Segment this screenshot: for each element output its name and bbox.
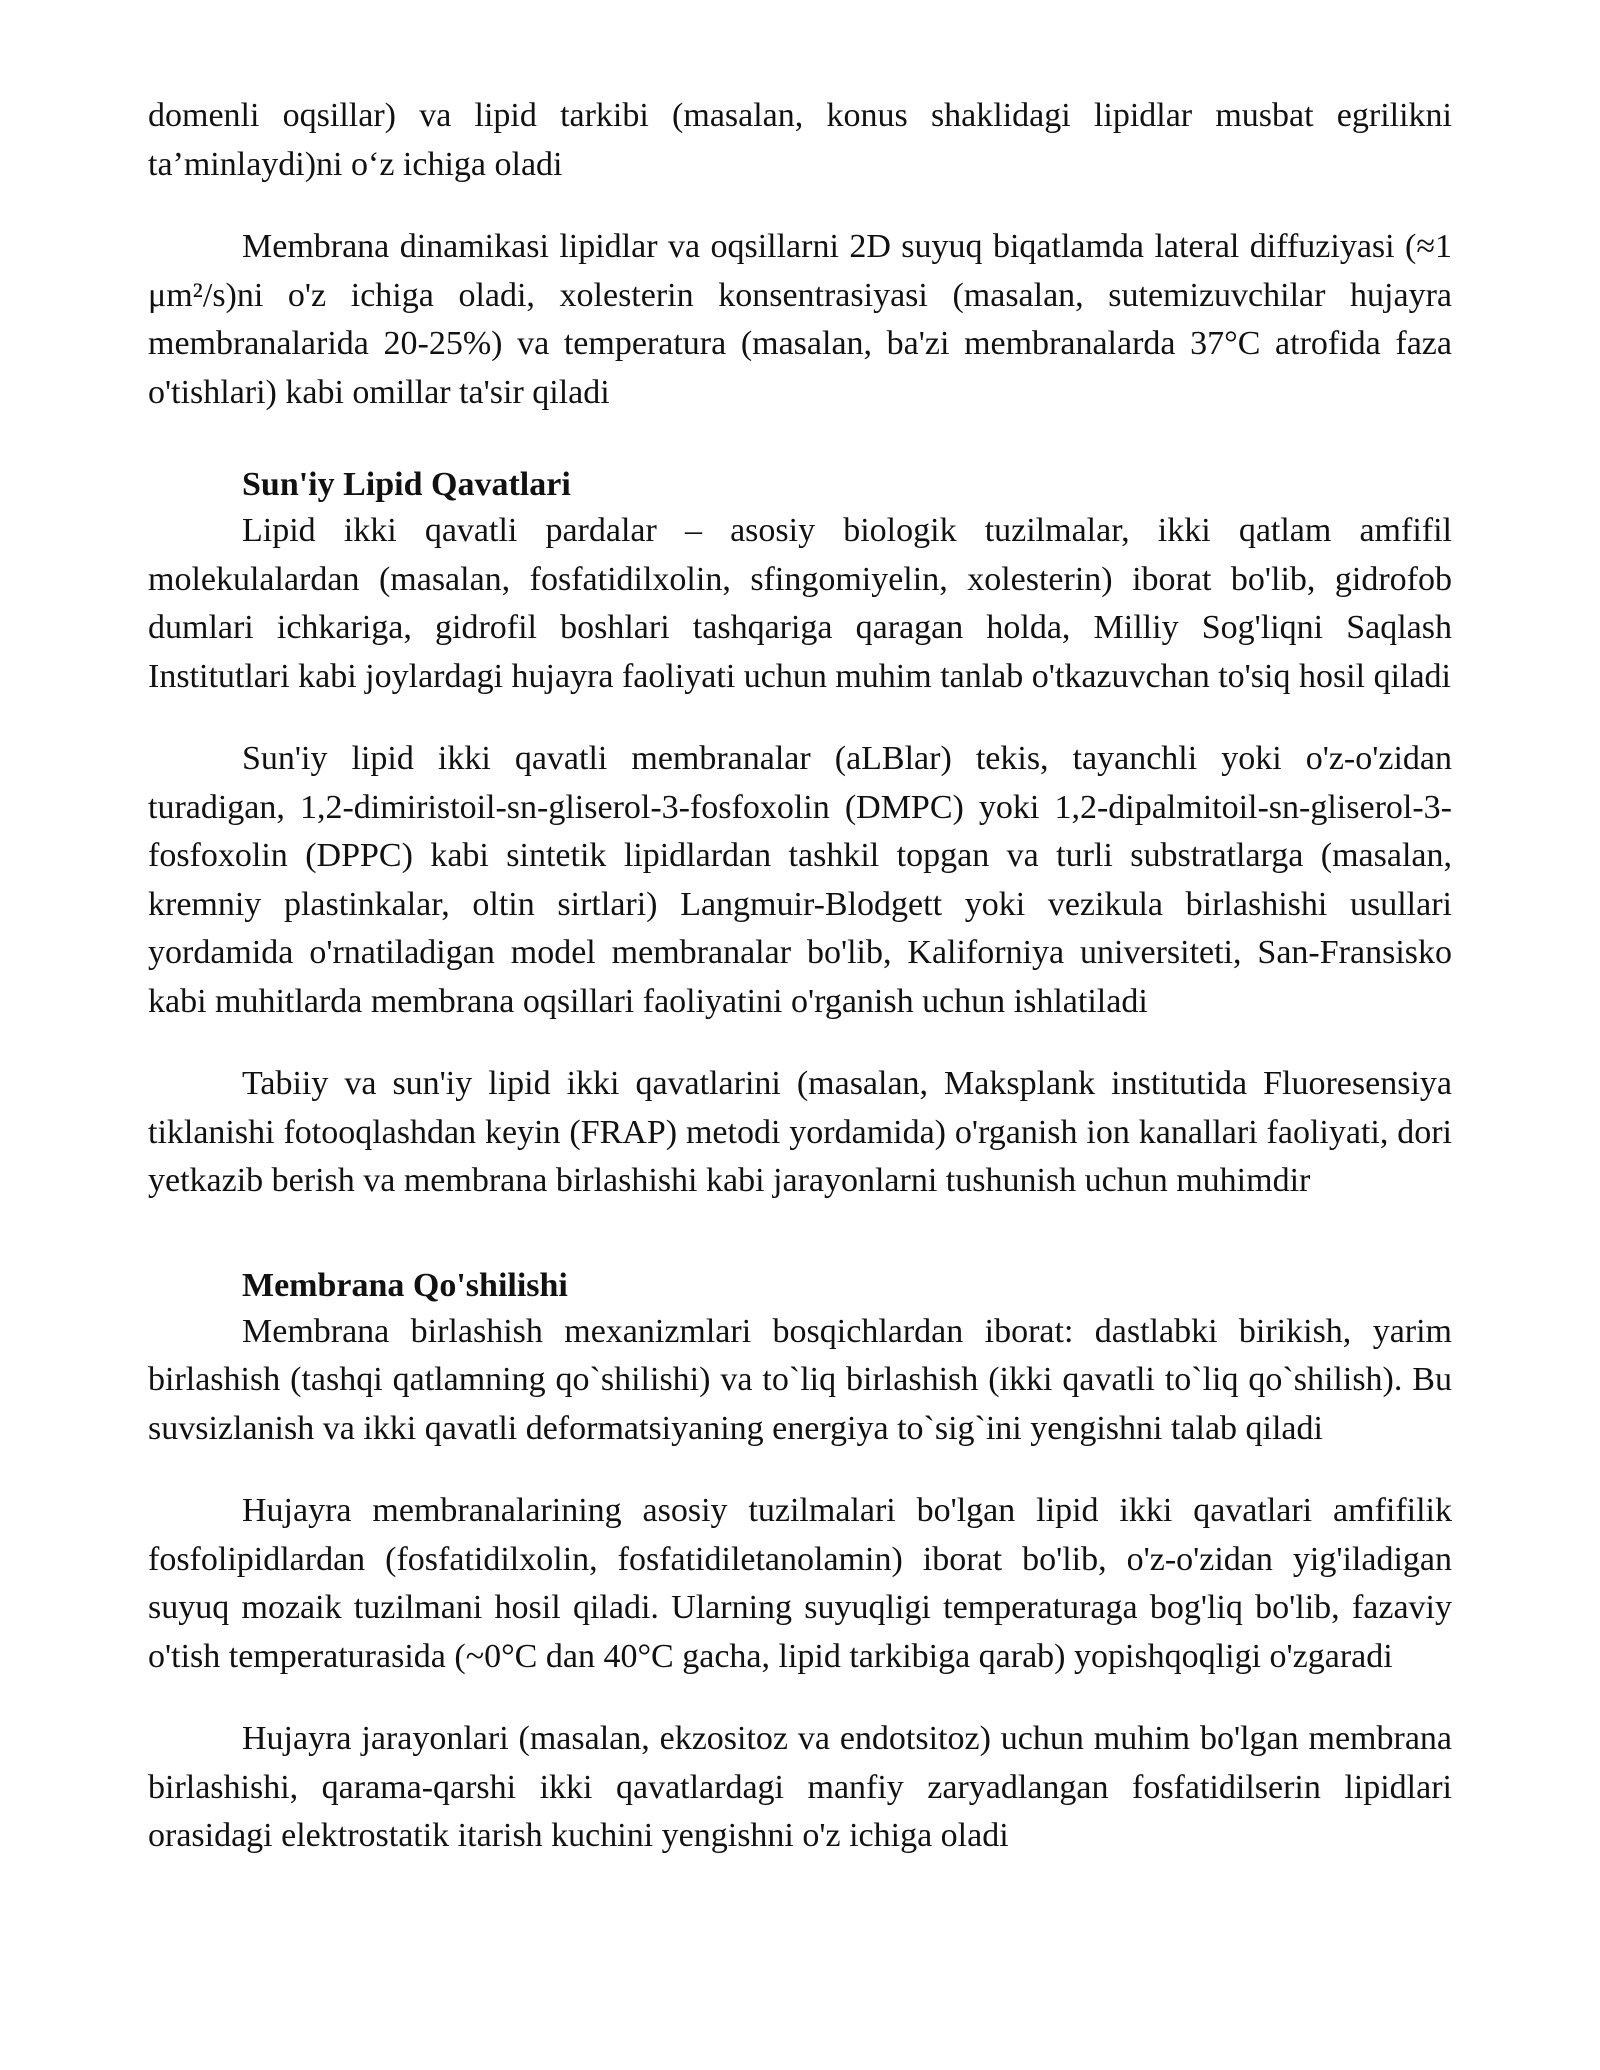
paragraph: Hujayra membranalarining asosiy tuzilmalari bo'lgan lipid ikki qavatlari amfifilik fosfolipidlardan (fosfatidilxolin, fosfatidiletanolamin) iborat bo'lib, o'z-o'zidan yig'iladigan suyuq mozaik tuzilmani hosil qiladi. Ularning suyuqligi temperaturaga bog'liq bo'lib, fazaviy o'tish temperaturasida (~0°C dan 40°C gacha, lipid tarkibiga qarab) yopishqoqligi o'zgaradi: [148, 1492, 1452, 1675]
document-page: [148, 92, 1452, 1895]
paragraph: Sun'iy lipid ikki qavatli membranalar (aLBlar) tekis, tayanchli yoki o'z-o'zidan turadigan, 1,2-dimiristoil-sn-gliserol-3-fosfoxolin (DMPC) yoki 1,2-dipalmitoil-sn-gliserol-3-fosfoxolin (DPPC) kabi sintetik lipidlardan tashkil topgan va turli substratlarga (masalan, kremniy plastinkalar, oltin sirtlari) Langmuir-Blodgett yoki vezikula birlashishi usullari yordamida o'rnatiladigan model membranalar bo'lib, Kaliforniya universiteti, San-Fransisko kabi muhitlarda membrana oqsillari faoliyatini o'rganish uchun ishlatiladi: [148, 740, 1452, 1020]
paragraph: Tabiiy va sun'iy lipid ikki qavatlarini (masalan, Maksplank institutida Fluoresensiya tiklanishi fotooqlashdan keyin (FRAP) metodi yordamida) o'rganish ion kanallari faoliyati, dori yetkazib berish va membrana birlashishi kabi jarayonlarni tushunish uchun muhimdir: [148, 1065, 1452, 1199]
paragraph: domenli oqsillar) va lipid tarkibi (masalan, konus shaklidagi lipidlar musbat egrilikni ta’minlaydi)ni o‘z ichiga oladi: [148, 97, 1452, 183]
intro-section: [148, 92, 1452, 417]
paragraph: Membrana dinamikasi lipidlar va oqsillarni 2D suyuq biqatlamda lateral diffuziyasi (≈1 μm²/s)ni o'z ichiga oladi, xolesterin konsentrasiyasi (masalan, sutemizuvchilar hujayra membranalarida 20-25%) va temperatura (masalan, ba'zi membranalarda 37°C atrofida faza o'tishlari) kabi omillar ta'sir qiladi: [148, 228, 1452, 411]
section-membrane-fusion: [148, 1264, 1452, 1861]
paragraph: Lipid ikki qavatli pardalar – asosiy biologik tuzilmalar, ikki qatlam amfifil molekulalardan (masalan, fosfatidilxolin, sfingomiyelin, xolesterin) iborat bo'lib, gidrofob dumlari ichkariga, gidrofil boshlari tashqariga qaragan holda, Milliy Sog'liqni Saqlash Institutlari kabi joylardagi hujayra faoliyati uchun muhim tanlab o'tkazuvchan to'siq hosil qiladi: [148, 512, 1452, 695]
section-artificial-lipid-layers: [148, 463, 1452, 1206]
paragraph: Membrana birlashish mexanizmlari bosqichlardan iborat: dastlabki birikish, yarim birlashish (tashqi qatlamning qo`shilishi) va to`liq birlashish (ikki qavatli to`liq qo`shilish). Bu suvsizlanish va ikki qavatli deformatsiyaning energiya to`sig`ini yengishni talab qiladi: [148, 1312, 1452, 1447]
section-heading: Sun'iy Lipid Qavatlari: [242, 466, 571, 503]
paragraph: Hujayra jarayonlari (masalan, ekzositoz va endotsitoz) uchun muhim bo'lgan membrana birlashishi, qarama-qarshi ikki qavatlardagi manfiy zaryadlangan fosfatidilserin lipidlari orasidagi elektrostatik itarish kuchini yengishni o'z ichiga oladi: [148, 1720, 1452, 1854]
section-heading: Membrana Qo'shilishi: [242, 1266, 568, 1304]
